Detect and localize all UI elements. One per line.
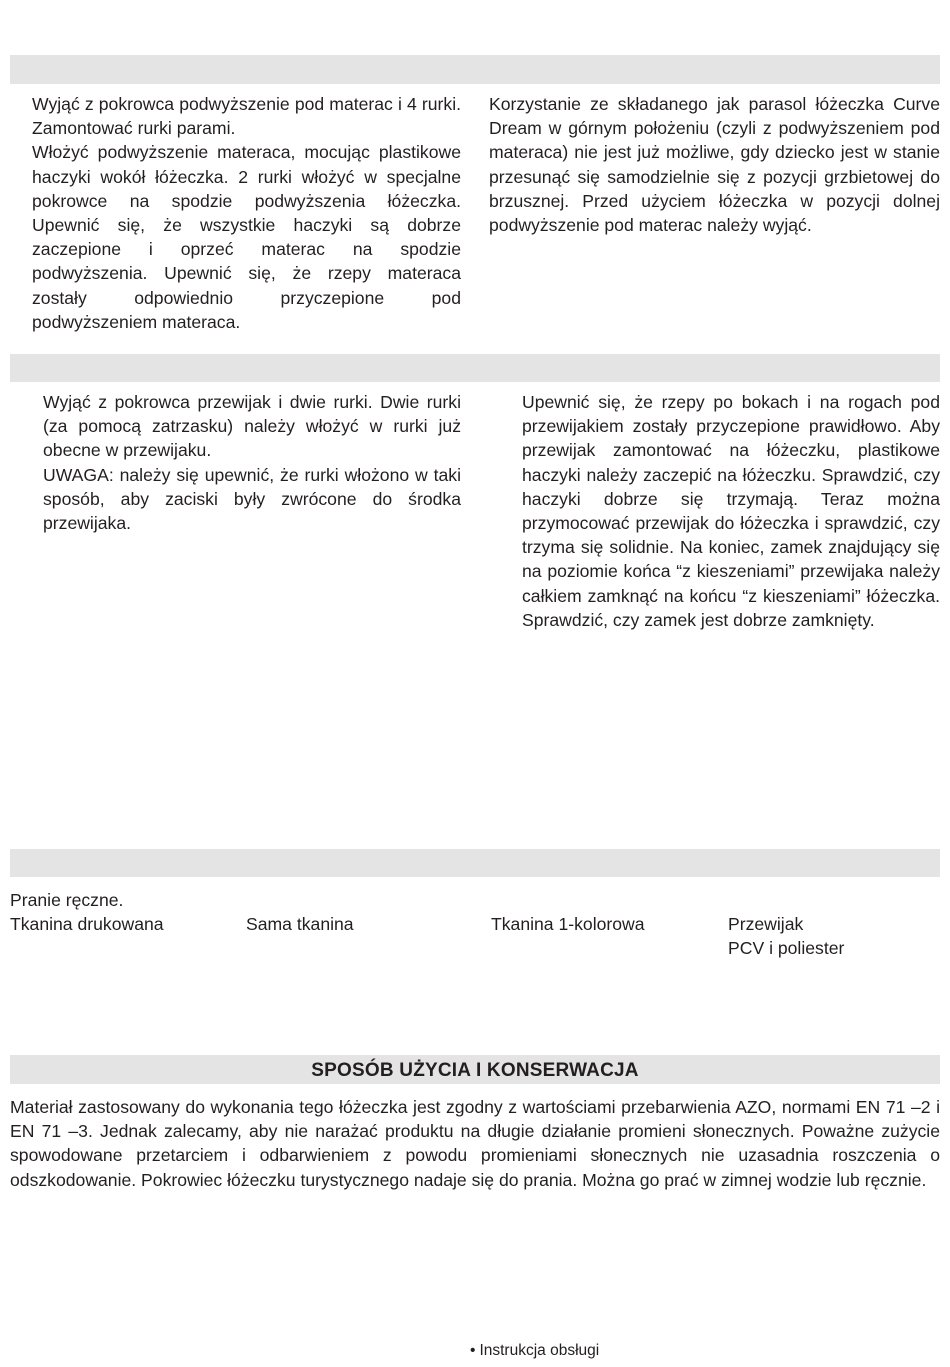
bullet-icon: •	[470, 1342, 476, 1359]
washing-label-printed-fabric: Tkanina drukowana	[10, 914, 164, 934]
washing-label-changer	[728, 912, 844, 960]
changer-label: Przewijak	[728, 914, 804, 934]
paragraph: Wyjąć z pokrowca przewijak i dwie rurki. Dwie rurki (za pomocą zatrzasku) należy włożyć w rurki już obecne w przewijaku.	[43, 392, 461, 461]
mattress-raise-instructions	[32, 92, 461, 334]
washing-intro: Pranie ręczne.	[10, 890, 124, 910]
mattress-raise-warning	[489, 92, 940, 237]
changer-material: PCV i poliester	[728, 938, 845, 959]
paragraph: Włożyć podwyższenie materaca, mocując plastikowe haczyki wokół łóżeczka. 2 rurki włożyć w specjalne pokrowce na spodzie podwyższenia łóżeczka. Upewnić się, że wszystkie haczyki są dobrze zaczepione i oprzeć materac na spodzie podwyższenia. Upewnić się, że rzepy materaca zostały odpowiednio przyczepione pod podwyższeniem materaca.	[32, 142, 461, 332]
washing-label-fabric-only: Sama tkanina	[246, 914, 354, 934]
paragraph: Wyjąć z pokrowca podwyższenie pod materac i 4 rurki. Zamontować rurki parami.	[32, 94, 461, 139]
paragraph: UWAGA: należy się upewnić, że rurki włożono w taki sposób, aby zaciski były zwrócone do środka przewijaka.	[43, 464, 461, 534]
section-header-bar-mattress	[10, 55, 940, 84]
paragraph: Upewnić się, że rzepy po bokach i na rogach pod przewijakiem zostały przyczepione prawidłowo. Aby przewijak zamontować na łóżeczku, plastikowe haczyki należy zaczepić na łóżeczku. Sprawdzić, czy haczyki dobrze się trzymają. Teraz można przymocować przewijak do łóżeczka i sprawdzić, czy trzyma się solidnie. Na koniec, zamek znajdujący się na poziomie końca “z kieszeniami” przewijaka należy całkiem zamknąć na końcu “z kieszeniami” łóżeczka. Sprawdzić, czy zamek jest dobrze zamknięty.	[522, 392, 940, 630]
section-header-bar-washing	[10, 849, 940, 877]
section-title: SPOSÓB UŻYCIA I KONSERWACJA	[311, 1060, 639, 1081]
section-header-bar-changer	[10, 354, 940, 382]
changer-mounting-instructions	[522, 390, 940, 632]
page-footer	[470, 1341, 599, 1361]
paragraph: Korzystanie ze składanego jak parasol łóżeczka Curve Dream w górnym położeniu (czyli z podwyższeniem pod materaca) nie jest już możliwe, gdy dziecko jest w stanie przesunąć się samodzielnie się z pozycji grzbietowej do brzusznej. Przed użyciem łóżeczka w pozycji dolnej podwyższenie pod materac należy wyjąć.	[489, 94, 940, 236]
care-instructions: Materiał zastosowany do wykonania tego łóżeczka jest zgodny z wartościami przebarwienia AZO, normami EN 71 –2 i EN 71 –3. Jednak zalecamy, aby nie narażać produktu na długie działanie promieni słonecznych. Poważne zużycie spowodowane przetarciem i odbarwieniem z powodu promieniami słonecznych nie uzasadnia roszczenia o odszkodowanie. Pokrowiec łóżeczku turystycznego nadaje się do prania. Można go prać w zimnej wodzie lub ręcznie.	[10, 1097, 940, 1190]
footer-label: Instrukcja obsługi	[479, 1342, 600, 1359]
changer-assembly-instructions	[43, 390, 461, 535]
washing-label-single-color: Tkanina 1-kolorowa	[491, 914, 645, 934]
section-header-care	[10, 1055, 940, 1084]
